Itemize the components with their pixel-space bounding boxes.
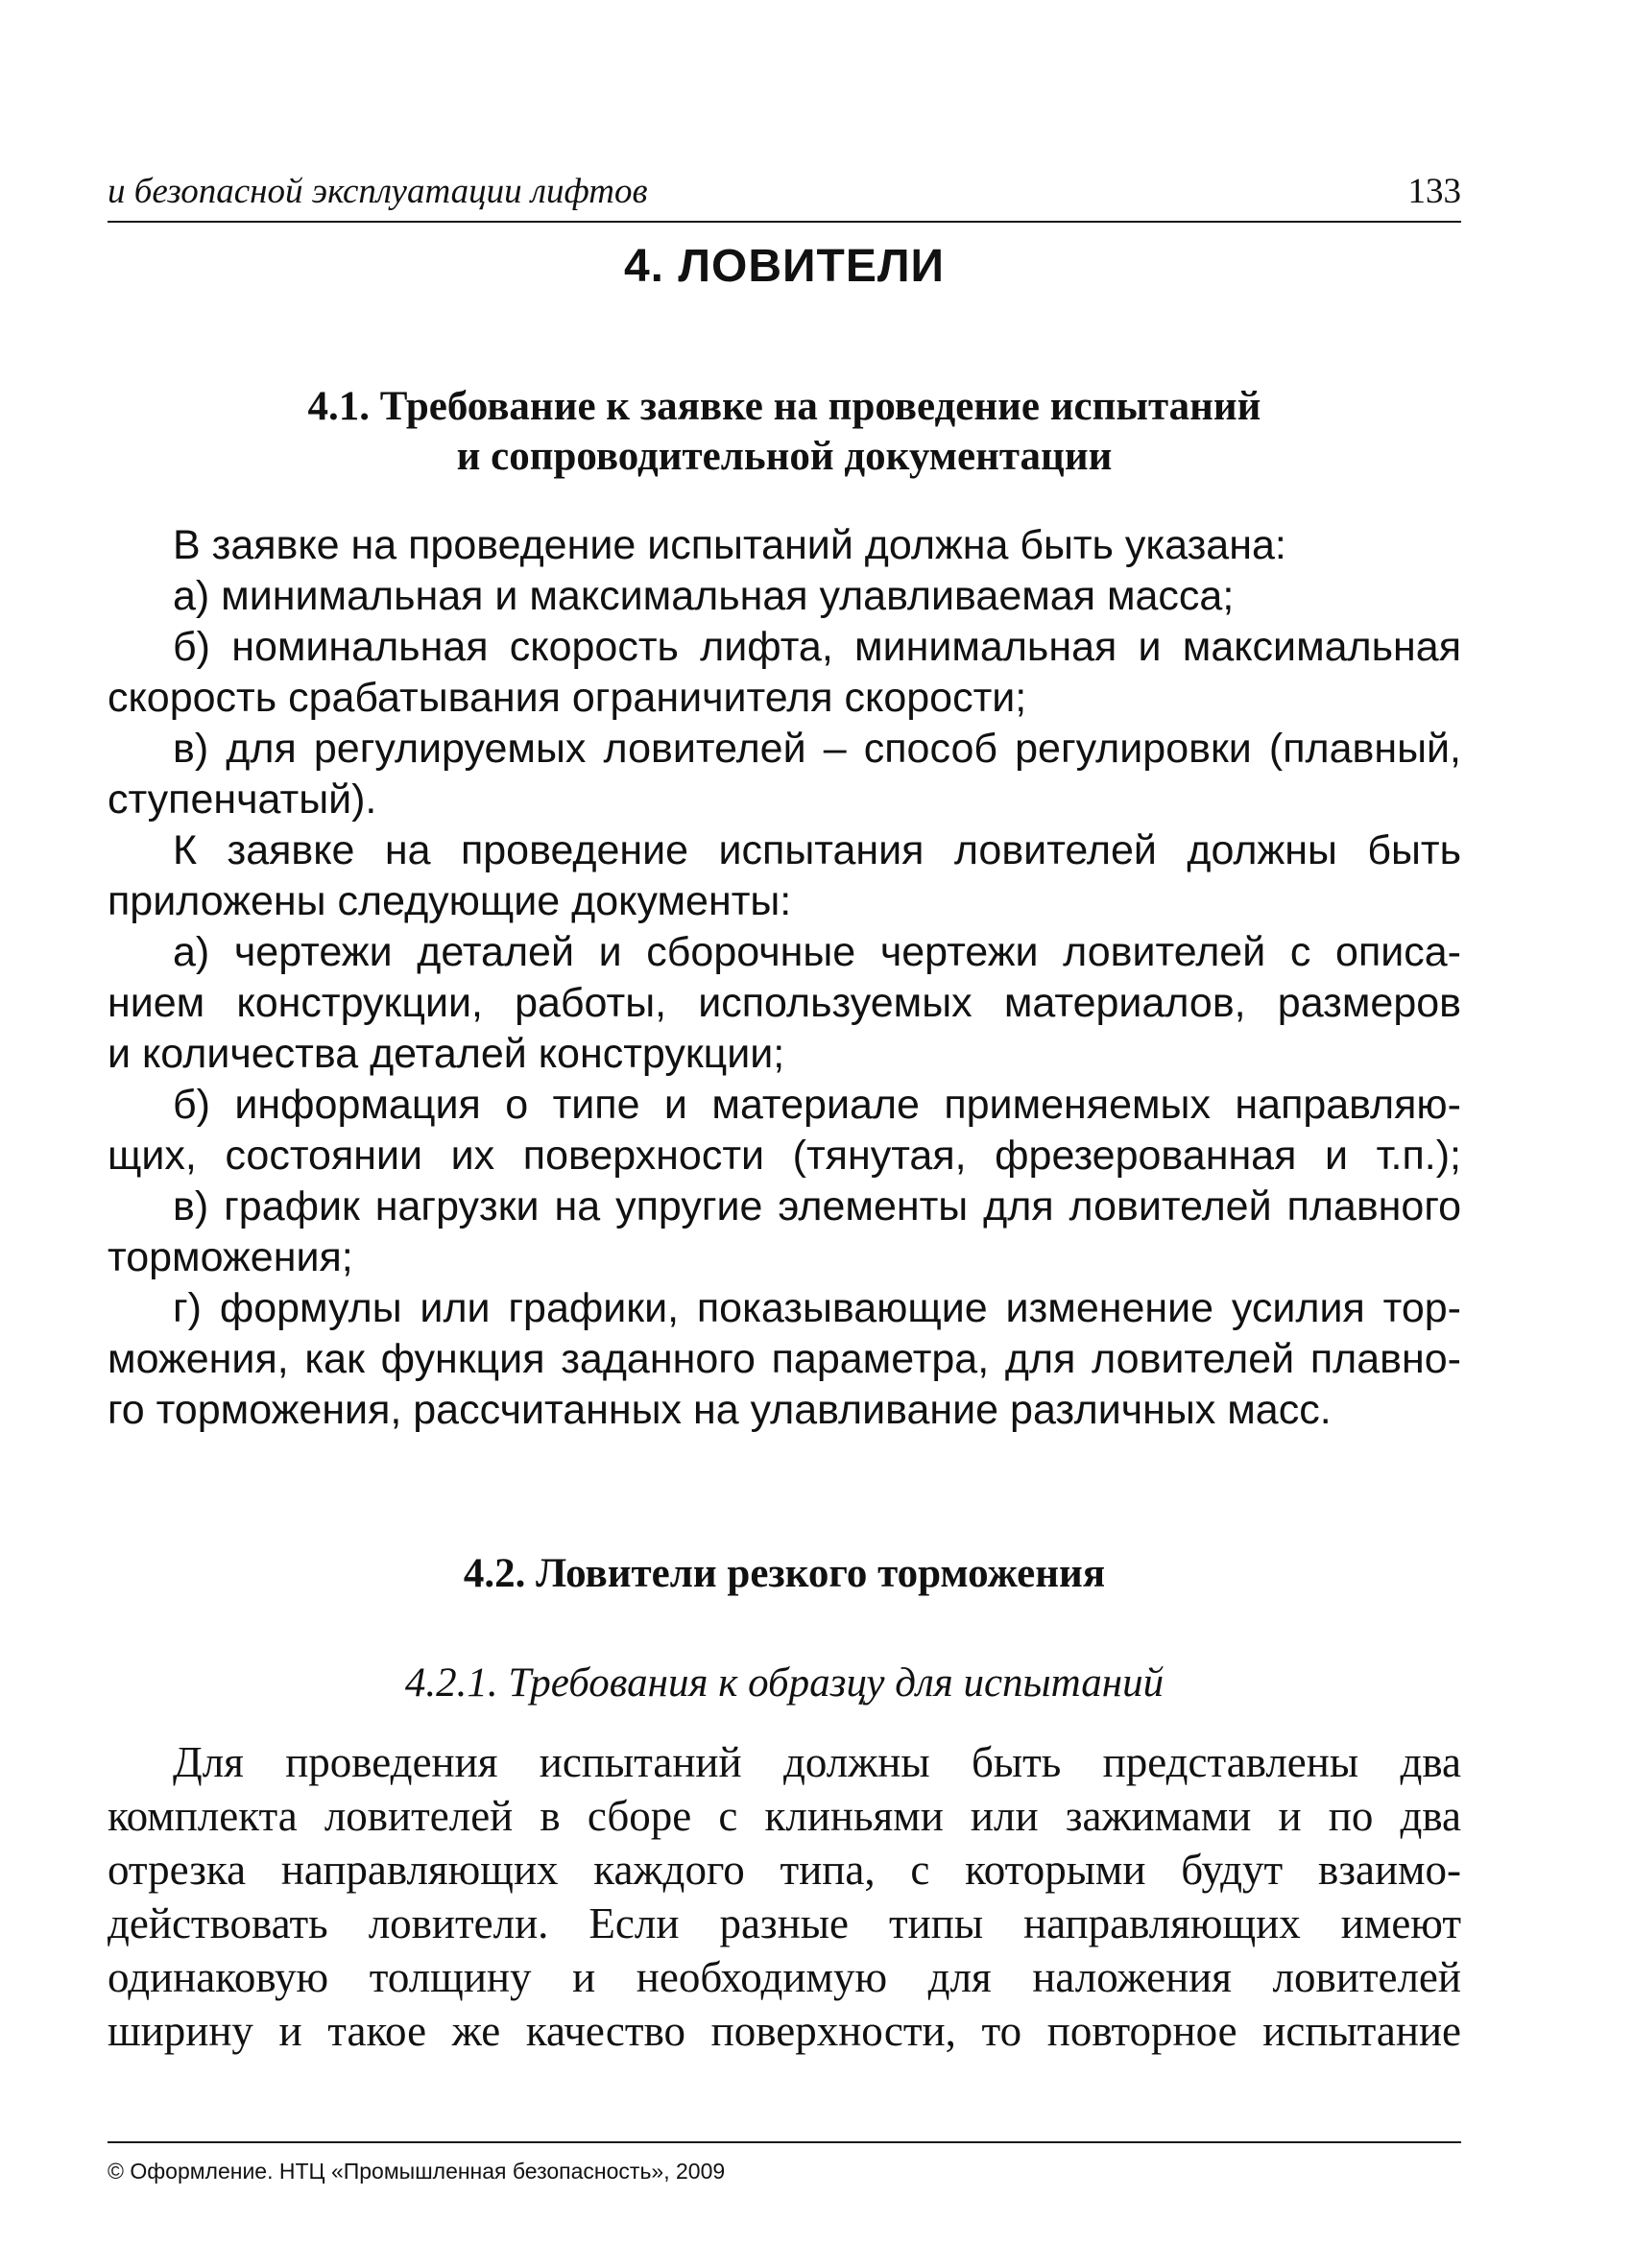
copyright-note: © Оформление. НТЦ «Промышленная безопасность», 2009 — [108, 2159, 726, 2184]
section-title-line: и сопроводительной документации — [456, 434, 1113, 479]
running-title: и безопасной эксплуатации лифтов — [108, 172, 648, 211]
section-title-4-2: 4.2. Ловители резкого торможения — [463, 1551, 1106, 1596]
section-title-4-1 — [108, 382, 1461, 482]
section-4-2-1-body — [108, 1735, 1461, 2058]
list-item-line: а) чертежи деталей и сборочные чертежи ловителей с описа- — [173, 929, 1461, 975]
list-item-line: в) график нагрузки на упругие элементы для ловителей плавного — [173, 1183, 1461, 1229]
chapter-title: 4. ЛОВИТЕЛИ — [623, 241, 946, 292]
section-title-line: 4.1. Требование к заявке на проведение испытаний — [307, 384, 1261, 429]
paragraph-line: ширину и такое же качество поверхности, то повторное испытание — [108, 2007, 1461, 2055]
list-item-line: скорость срабатывания ограничителя скорости; — [108, 675, 1027, 721]
subsection-title-4-2-1: 4.2.1. Требования к образцу для испытаний — [404, 1660, 1165, 1706]
page-footer — [108, 2141, 1461, 2184]
page-number: 133 — [1407, 172, 1461, 211]
list-item-line: можения, как функция заданного параметра, для ловителей плавно- — [108, 1336, 1461, 1382]
section-4-1-body — [108, 520, 1461, 1436]
list-item-line: и количества деталей конструкции; — [108, 1031, 785, 1077]
paragraph-line: Для проведения испытаний должны быть представлены два — [173, 1738, 1461, 1786]
list-item-line: а) минимальная и максимальная улавливаемая масса; — [173, 573, 1235, 619]
paragraph-line: К заявке на проведение испытания ловителей должны быть — [173, 827, 1461, 873]
paragraph-line: приложены следующие документы: — [108, 878, 792, 924]
list-item-line: ступенчатый). — [108, 776, 377, 823]
list-item-line: б) информация о типе и материале применяемых направляю- — [173, 1082, 1461, 1128]
paragraph-line: отрезка направляющих каждого типа, с которыми будут взаимо- — [108, 1846, 1461, 1894]
list-item-line: б) номинальная скорость лифта, минимальная и максимальная — [173, 624, 1461, 670]
list-item-line: го торможения, рассчитанных на улавливание различных масс. — [108, 1387, 1332, 1433]
list-item-line: торможения; — [108, 1234, 353, 1280]
paragraph-line: комплекта ловителей в сборе с клиньями или зажимами и по два — [108, 1792, 1461, 1840]
document-page — [108, 0, 1461, 2268]
list-item-line: щих, состоянии их поверхности (тянутая, фрезерованная и т.п.); — [108, 1133, 1461, 1179]
running-header — [108, 171, 1461, 223]
list-item-line: нием конструкции, работы, используемых материалов, размеров — [108, 980, 1461, 1026]
paragraph-line: одинаковую толщину и необходимую для наложения ловителей — [108, 1953, 1461, 2001]
list-item-line: г) формулы или графики, показывающие изменение усилия тор- — [173, 1285, 1461, 1331]
list-item-line: в) для регулируемых ловителей – способ регулировки (плавный, — [173, 726, 1461, 772]
paragraph-line: В заявке на проведение испытаний должна быть указана: — [173, 522, 1286, 568]
paragraph-line: действовать ловители. Если разные типы направляющих имеют — [108, 1899, 1461, 1947]
